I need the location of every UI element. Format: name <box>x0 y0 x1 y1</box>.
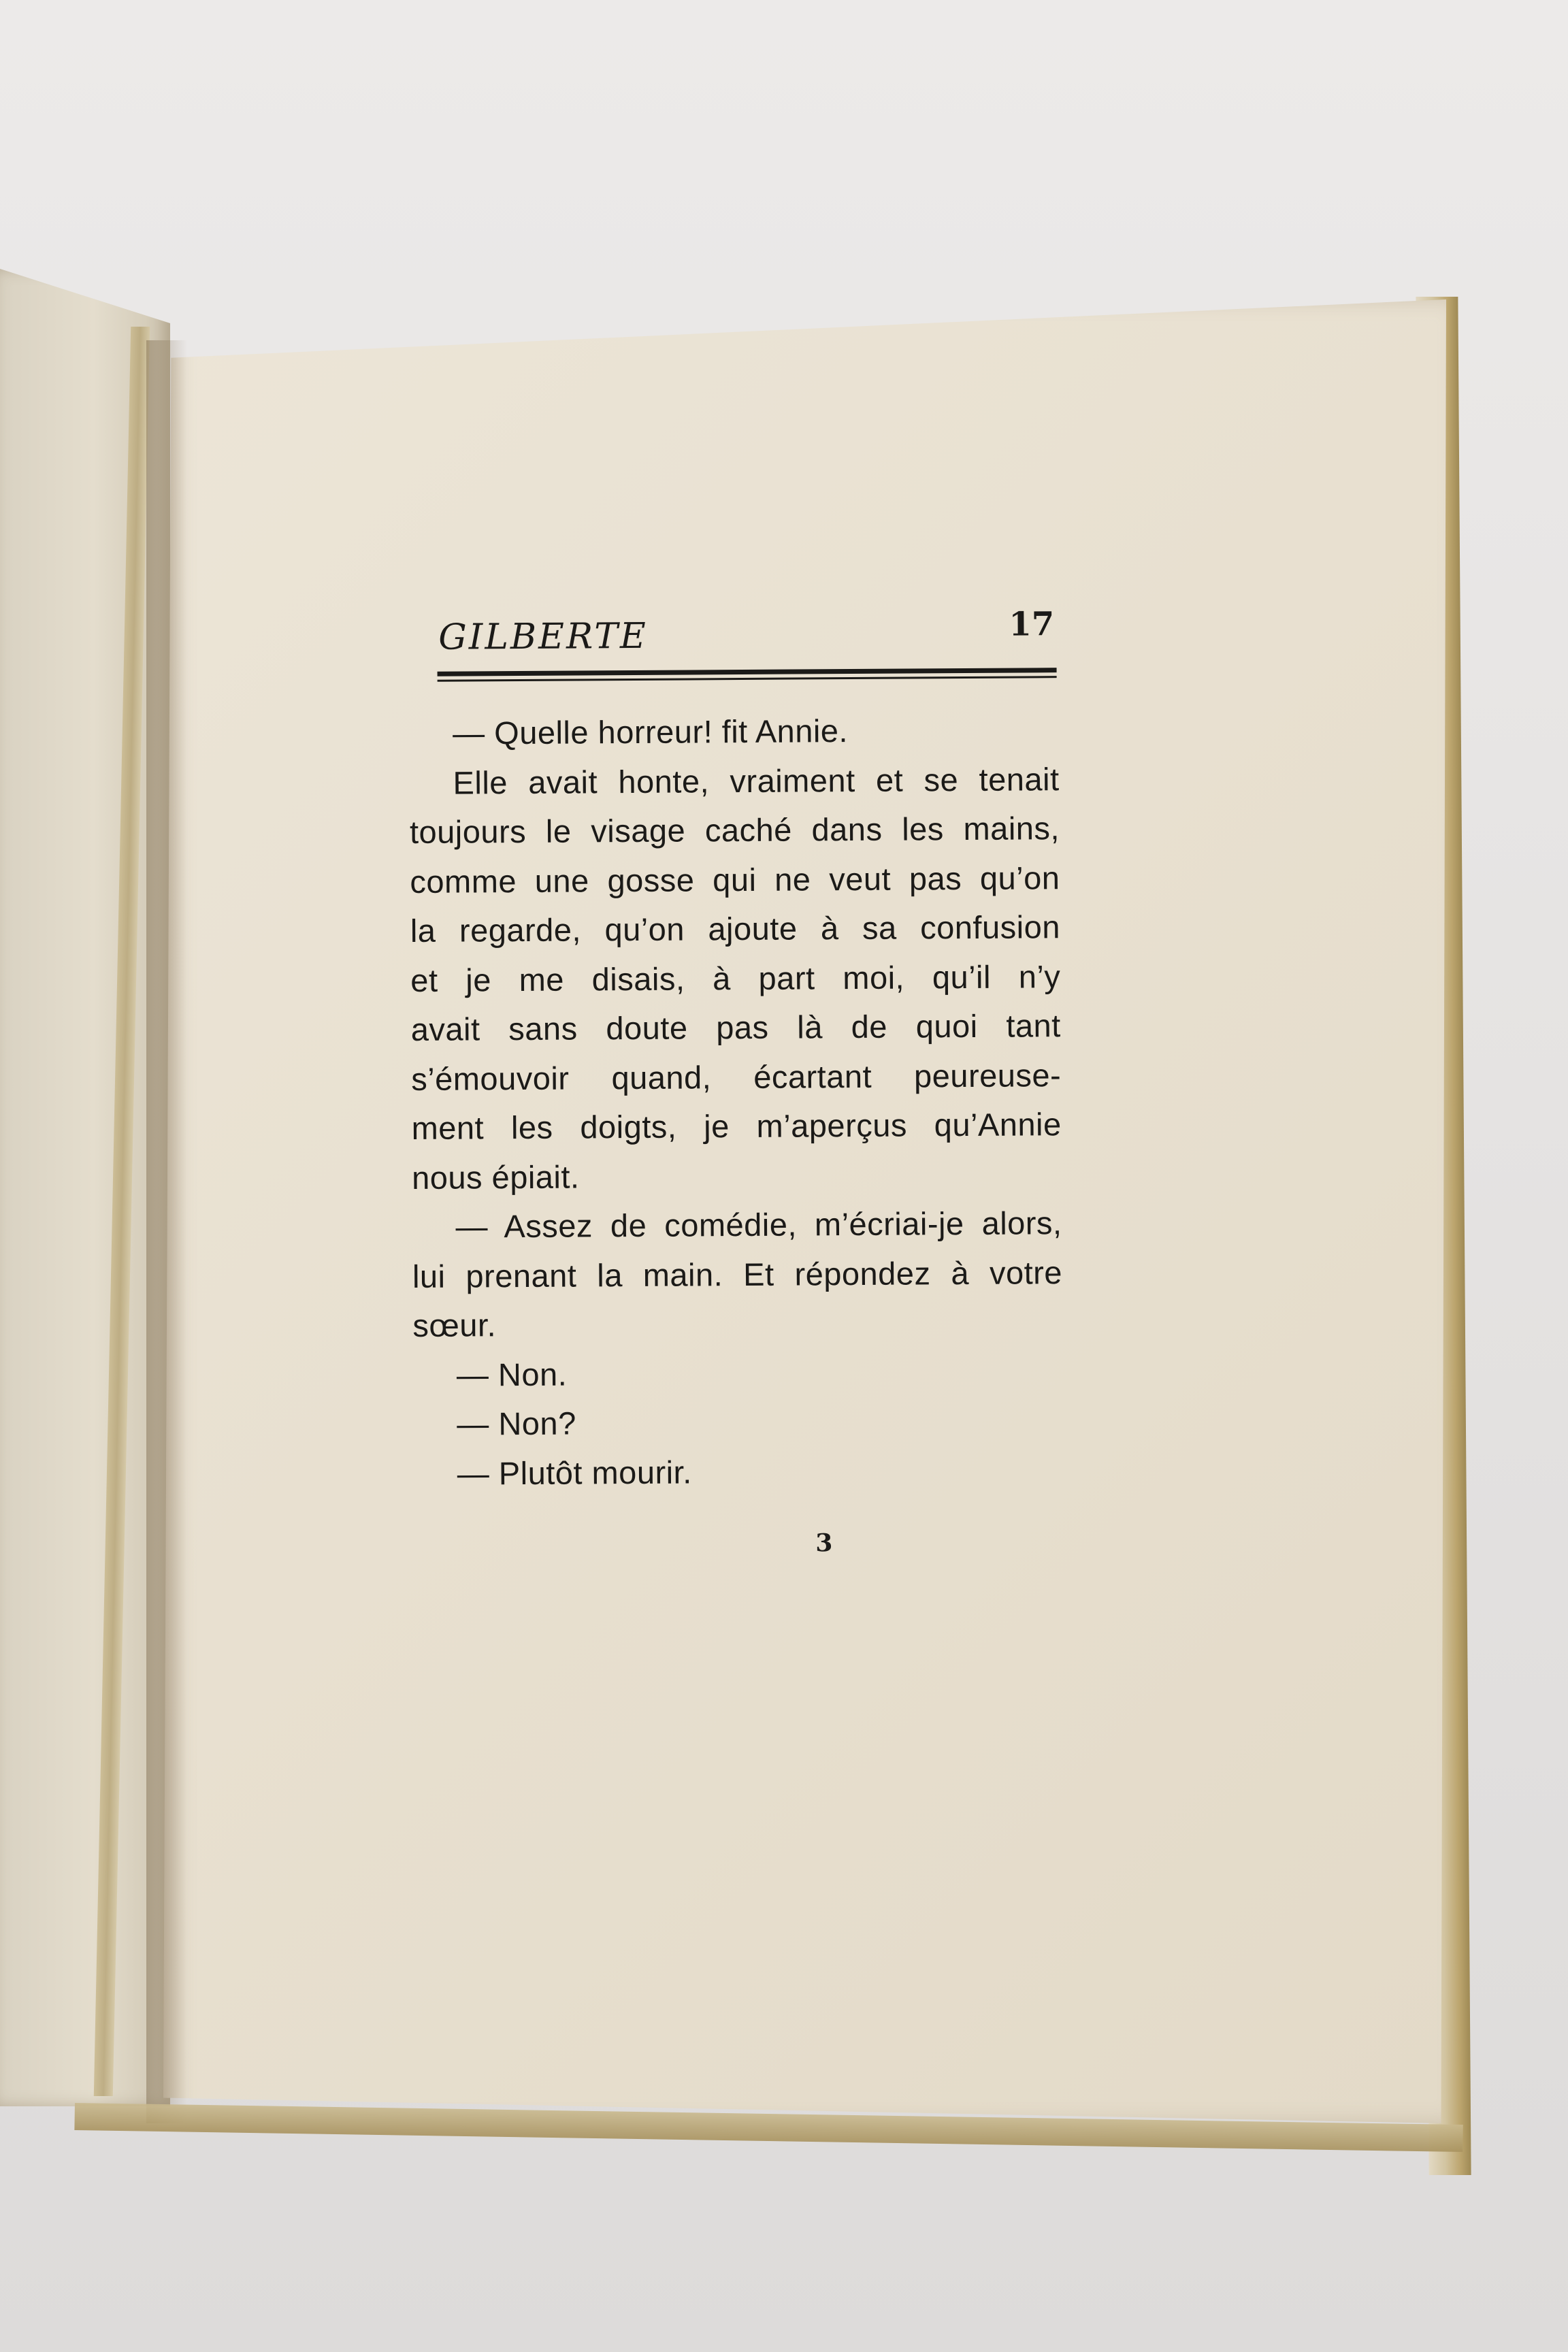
text-line: la regarde, qu’on ajoute à sa confusion <box>410 909 1061 949</box>
text-line: comme une gosse qui ne veut pas qu’on <box>410 859 1060 900</box>
signature-mark: 3 <box>815 1529 833 1558</box>
text-line: ment les doigts, je m’aperçus qu’Annie <box>411 1106 1062 1146</box>
text-line: — Non? <box>457 1405 576 1442</box>
header-rule <box>438 668 1057 682</box>
body-text <box>409 705 1064 1499</box>
text-line: — Quelle horreur! fit Annie. <box>452 713 849 751</box>
text-line: toujours le visage caché dans les mains, <box>409 810 1060 850</box>
text-line: et je me disais, à part moi, qu’il n’y <box>410 958 1061 998</box>
text-line: Elle avait honte, vraiment et se tenait <box>453 760 1060 801</box>
header-rule-thick <box>438 668 1057 676</box>
text-line: — Assez de comédie, m’écriai-je alors, <box>455 1205 1062 1245</box>
running-head <box>408 605 1058 657</box>
text-line: avait sans doute pas là de quoi tant <box>410 1007 1061 1047</box>
text-line: s’émouvoir quand, écartant peureuse- <box>411 1056 1062 1097</box>
page-number: 17 <box>1009 605 1055 644</box>
text-line: lui prenant la main. Et répondez à votre <box>412 1254 1063 1294</box>
text-line: nous épiait. <box>411 1158 580 1196</box>
text-block <box>408 605 1064 1560</box>
running-title: GILBERTE <box>438 615 649 658</box>
header-rule-thin <box>438 676 1057 682</box>
text-line: sœur. <box>412 1307 497 1343</box>
text-line: — Plutôt mourir. <box>457 1453 692 1492</box>
text-line: — Non. <box>456 1356 568 1393</box>
